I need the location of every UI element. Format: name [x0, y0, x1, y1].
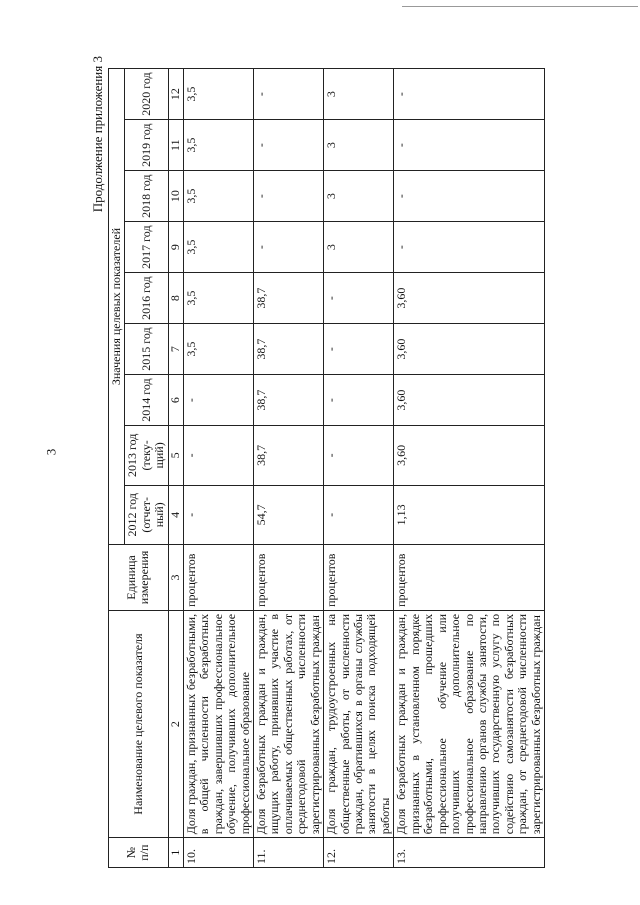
value-2020: - — [253, 69, 323, 120]
header-row-1 — [109, 69, 125, 868]
header-year-2018: 2018 год — [125, 171, 168, 222]
value-2015: 3,60 — [394, 324, 545, 375]
value-2019: 3,5 — [183, 120, 253, 171]
header-no: № п/п — [109, 838, 169, 868]
column-number: 11 — [168, 120, 183, 171]
value-2020: 3,5 — [183, 69, 253, 120]
value-2017: - — [253, 222, 323, 273]
value-2012: 54,7 — [253, 485, 323, 544]
unit-cell: процентов — [183, 545, 253, 611]
table-row — [253, 69, 323, 868]
header-year-2016: 2016 год — [125, 273, 168, 324]
indicator-name: Доля граждан, признанных безработными, в общей численности безработных граждан, завершивших профессиональное обучение, получивших дополнительное профессиональное образование — [183, 610, 253, 837]
value-2014: - — [324, 375, 394, 426]
header-values-group: Значения целевых показателей — [109, 69, 125, 545]
value-2018: 3,5 — [183, 171, 253, 222]
unit-cell: процентов — [394, 545, 545, 611]
appendix-caption: Продолжение приложения 3 — [90, 56, 105, 213]
column-number: 7 — [168, 324, 183, 375]
value-2012: - — [324, 485, 394, 544]
value-2019: 3 — [324, 120, 394, 171]
value-2018: 3 — [324, 171, 394, 222]
value-2017: 3,5 — [183, 222, 253, 273]
header-year-2015: 2015 год — [125, 324, 168, 375]
row-number: 10. — [183, 838, 253, 868]
row-number: 13. — [394, 838, 545, 868]
value-2014: 3,60 — [394, 375, 545, 426]
unit-cell: процентов — [324, 545, 394, 611]
value-2013: 38,7 — [253, 426, 323, 485]
header-unit: Единица измерения — [109, 545, 169, 611]
value-2013: - — [324, 426, 394, 485]
column-number: 2 — [168, 610, 183, 837]
column-number: 6 — [168, 375, 183, 426]
value-2016: 38,7 — [253, 273, 323, 324]
header-year-2017: 2017 год — [125, 222, 168, 273]
header-year-2019: 2019 год — [125, 120, 168, 171]
value-2019: - — [394, 120, 545, 171]
value-2014: 38,7 — [253, 375, 323, 426]
value-2016: 3,60 — [394, 273, 545, 324]
top-edge-rule — [402, 6, 638, 7]
value-2014: - — [183, 375, 253, 426]
value-2019: - — [253, 120, 323, 171]
row-number: 11. — [253, 838, 323, 868]
column-number: 3 — [168, 545, 183, 611]
table-row — [183, 69, 253, 868]
value-2020: - — [394, 69, 545, 120]
indicator-name: Доля безработных граждан и граждан, признанных в установленном порядке безработными, прошедших профессиональное обучение или получивших дополнительное профессиональное образование по направлению органов службы занятости, получивших государственную услугу по содействию самозанятости безработных граждан, от среднегодовой численности зарегистрированных безработных граждан — [394, 610, 545, 837]
column-number: 1 — [168, 838, 183, 868]
column-number: 10 — [168, 171, 183, 222]
row-number: 12. — [324, 838, 394, 868]
value-2012: - — [183, 485, 253, 544]
header-year-2013: 2013 год (теку-щий) — [125, 426, 168, 485]
column-number: 8 — [168, 273, 183, 324]
column-number: 9 — [168, 222, 183, 273]
column-number: 5 — [168, 426, 183, 485]
indicator-name: Доля безработных граждан и граждан, ищущих работу, принявших участие в оплачиваемых общественных работах, от среднегодовой численности зарегистрированных безработных граждан — [253, 610, 323, 837]
value-2015: 38,7 — [253, 324, 323, 375]
value-2020: 3 — [324, 69, 394, 120]
header-year-2020: 2020 год — [125, 69, 168, 120]
unit-cell: процентов — [253, 545, 323, 611]
value-2016: 3,5 — [183, 273, 253, 324]
value-2018: - — [394, 171, 545, 222]
value-2018: - — [253, 171, 323, 222]
value-2015: 3,5 — [183, 324, 253, 375]
value-2015: - — [324, 324, 394, 375]
value-2013: 3,60 — [394, 426, 545, 485]
header-year-2014: 2014 год — [125, 375, 168, 426]
rotated-sheet — [90, 48, 560, 868]
value-2017: 3 — [324, 222, 394, 273]
column-number: 4 — [168, 485, 183, 544]
value-2016: - — [324, 273, 394, 324]
value-2012: 1,13 — [394, 485, 545, 544]
value-2013: - — [183, 426, 253, 485]
indicators-table — [108, 68, 545, 868]
column-number-row — [168, 69, 183, 868]
indicator-name: Доля граждан, трудоустроенных на общественные работы, от численности граждан, обратившихся в органы службы занятости в целях поиска подходящей работы — [324, 610, 394, 837]
header-name: Наименование целевого показателя — [109, 610, 169, 837]
page-number: 3 — [43, 448, 59, 456]
table-row — [394, 69, 545, 868]
column-number: 12 — [168, 69, 183, 120]
value-2017: - — [394, 222, 545, 273]
header-year-2012: 2012 год (отчет-ный) — [125, 485, 168, 544]
table-row — [324, 69, 394, 868]
